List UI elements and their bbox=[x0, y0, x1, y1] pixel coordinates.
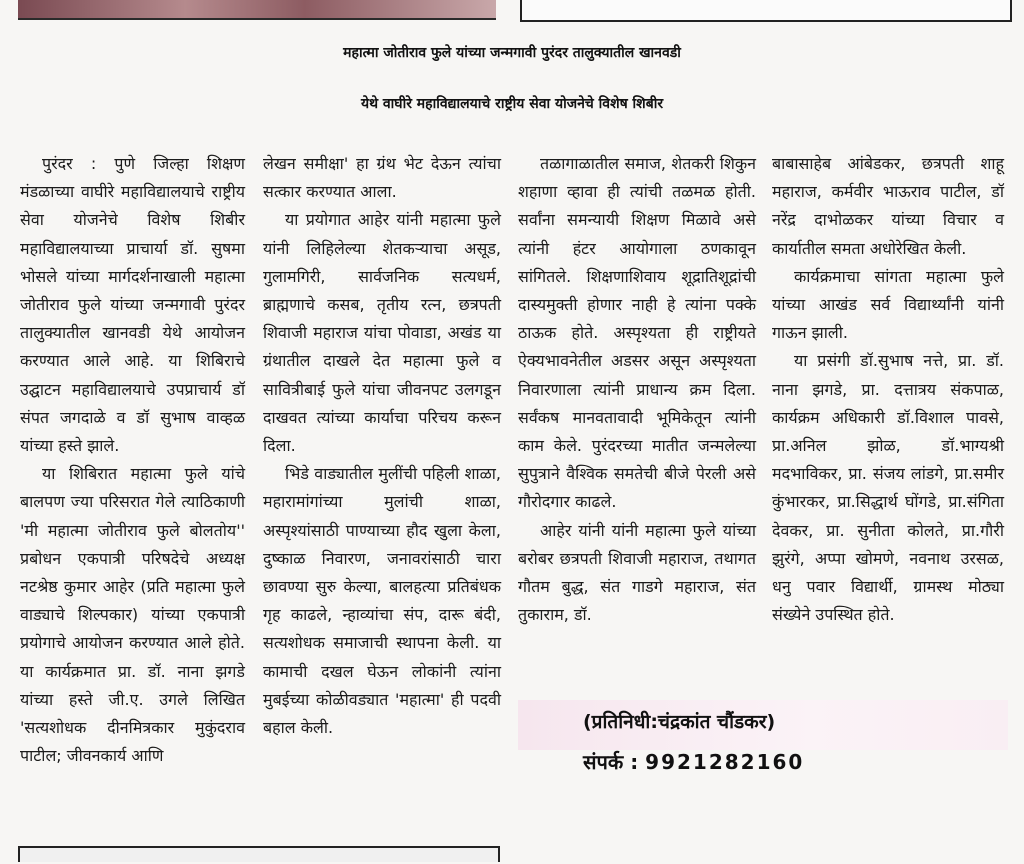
top-adjacent-article-box bbox=[520, 0, 1012, 22]
paragraph: कार्यक्रमाचा सांगता महात्मा फुले यांच्या आखंड सर्व विद्यार्थ्यांनी यांनी गाऊन झाली. bbox=[772, 266, 1004, 343]
article-column-1 bbox=[20, 150, 245, 770]
paragraph: तळागाळातील समाज, शेतकरी शिकुन शहाणा व्हावा ही त्यांची तळमळ होती. सर्वांना समन्यायी शिक्षण मिळावे असे त्यांनी हंटर आयोगाला ठणकावून सांगितले. शिक्षणाशिवाय शूद्रातिशूद्रांची दास्यमुक्ती होणार नाही हे त्यांना पक्के ठाऊक होते. अस्पृश्यता ही राष्ट्रीयते ऐक्यभावनेतील अडसर असून अस्पृश्यता निवारणाला त्यांनी प्राधान्य क्रम दिला. सर्वंकष मानवतावादी भूमिकेतून त्यांनी काम केले. पुरंदरच्या मातीत जन्मलेल्या सुपुत्राने वैश्विक समतेची बीजे पेरली असे गौरोदगार काढले. bbox=[518, 154, 756, 512]
bottom-adjacent-article-box bbox=[18, 846, 500, 862]
article-column-3 bbox=[518, 150, 756, 629]
paragraph: या प्रसंगी डॉ.सुभाष नत्ते, प्रा. डॉ. नाना झगडे, प्रा. दत्तात्रय संकपाळ, कार्यक्रम अधिकारी डॉ.विशाल पावसे, प्रा.अनिल झोळ, डॉ.भाग्यश्री मदभाविकर, प्रा. संजय लांडगे, प्रा.समीर कुंभारकर, प्रा.सिद्धार्थ घोंगडे, प्रा.संगिता देवकर, प्रा. सुनीता कोलते, प्रा.गौरी झुरंगे, अप्पा खोमणे, नवनाथ उरसळ, धनु पवार विद्यार्थी, ग्रामस्थ मोठ्या संख्येने उपस्थित होते. bbox=[772, 351, 1004, 625]
paragraph: या प्रयोगात आहेर यांनी महात्मा फुले यांनी लिहिलेल्या शेतकऱ्याचा असूड, गुलामगिरी, सार्वजनिक सत्यधर्म, ब्राह्मणाचे कसब, तृतीय रत्न, छत्रपती शिवाजी महाराज यांचा पोवाडा, अखंड या ग्रंथातील दाखले देत महात्मा फुले व सावित्रीबाई फुले यांचा जीवनपट उलगडून दाखवत त्यांच्या कार्याचा परिचय करून दिला. bbox=[263, 210, 501, 456]
headline-line-2: येथे वाघीरे महाविद्यालयाचे राष्ट्रीय सेवा योजनेचे विशेष शिबीर bbox=[360, 96, 664, 112]
contact-number: 9921282160 bbox=[645, 750, 805, 774]
reporter-credit: (प्रतिनिधी:चंद्रकांत चौंडकर) bbox=[583, 711, 776, 733]
paragraph: बाबासाहेब आंबेडकर, छत्रपती शाहू महाराज, कर्मवीर भाऊराव पाटील, डॉ नरेंद्र दाभोळकर यांच्या विचार व कार्यातील समता अधोरेखित केली. bbox=[772, 154, 1004, 258]
paragraph: भिडे वाड्यातील मुलींची पहिली शाळा, महारामांगांच्या मुलांची शाळा, अस्पृश्यांसाठी पाण्याच्या हौद खुला केला, दुष्काळ निवारण, जनावरांसाठी चारा छावण्या सुरु केल्या, बालहत्या प्रतिबंधक गृह काढले, न्हाव्यांचा संप, दारू बंदी, सत्यशोधक समाजाची स्थापना केली. या कामाची दखल घेऊन लोकांनी त्यांना मुबईच्या कोळीवड्यात 'महात्मा' ही पदवी बहाल केली. bbox=[263, 464, 501, 738]
headline bbox=[0, 28, 1024, 130]
top-photo-fragment bbox=[18, 0, 496, 20]
contact-line bbox=[583, 748, 804, 775]
paragraph: लेखन समीक्षा' हा ग्रंथ भेट देऊन त्यांचा सत्कार करण्यात आला. bbox=[263, 154, 501, 202]
paragraph: आहेर यांनी यांनी महात्मा फुले यांच्या बरोबर छत्रपती शिवाजी महाराज, तथागत गौतम बुद्ध, संत गाडगे महाराज, संत तुकाराम, डॉ. bbox=[518, 520, 756, 625]
contact-label: संपर्क : bbox=[583, 750, 639, 774]
headline-line-1: महात्मा जोतीराव फुले यांच्या जन्मगावी पुरंदर तालुक्यातील खानवडी bbox=[343, 45, 681, 61]
article-column-4 bbox=[772, 150, 1004, 629]
paragraph: या शिबिरात महात्मा फुले यांचे बालपण ज्या परिसरात गेले त्याठिकाणी 'मी महात्मा जोतीराव फुले बोलतोय'' प्रबोधन एकपात्री परिषदेचे अध्यक्ष नटश्रेष्ठ कुमार आहेर (प्रति महात्मा फुले वाड्याचे शिल्पकार) यांच्या एकपात्री प्रयोगाचे आयोजन करण्यात आले होते. या कार्यक्रमात प्रा. डॉ. नाना झगडे यांच्या हस्ते जी.ए. उगले लिखित 'सत्यशोधक दीनमित्रकार मुकुंदराव पाटील; जीवनकार्य आणि bbox=[20, 464, 245, 766]
paragraph: पुरंदर : पुणे जिल्हा शिक्षण मंडळाच्या वाघीरे महाविद्यालयाचे राष्ट्रीय सेवा योजनेचे विशेष शिबीर महाविद्यालयाच्या प्राचार्या डॉ. सुषमा भोसले यांच्या मार्गदर्शनाखाली महात्मा जोतीराव फुले यांच्या जन्मगावी पुरंदर तालुक्यातील खानवडी येथे आयोजन करण्यात आले आहे. या शिबिराचे उद्घाटन महाविद्यालयाचे उपप्राचार्य डॉ संपत जगदाळे व डॉ सुभाष वाव्हळ यांच्या हस्ते झाले. bbox=[20, 154, 245, 456]
article-column-2 bbox=[263, 150, 501, 742]
